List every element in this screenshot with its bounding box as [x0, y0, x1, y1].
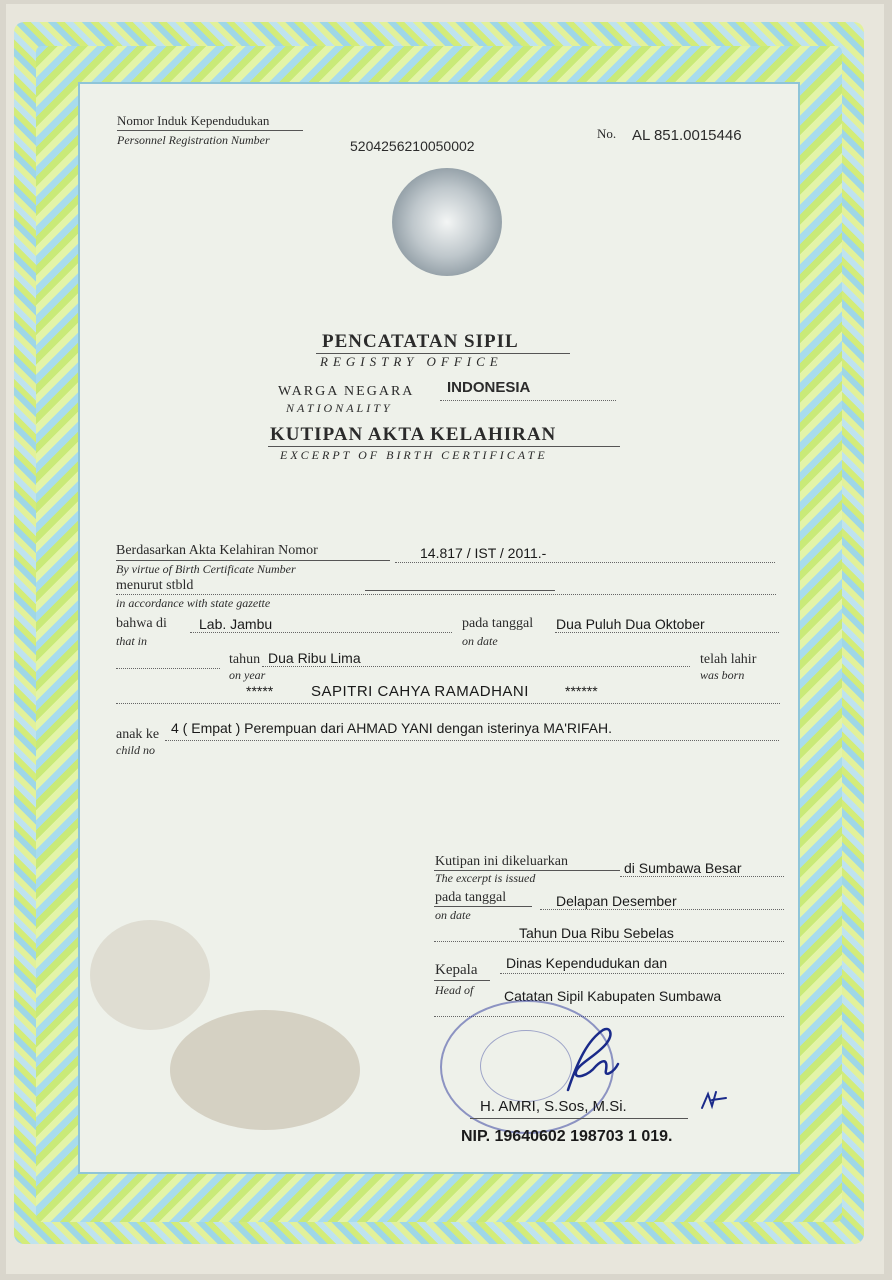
- registry-title: PENCATATAN SIPIL: [322, 331, 519, 352]
- child-order-label-en: child no: [116, 743, 155, 757]
- registry-title-en: REGISTRY OFFICE: [320, 354, 503, 369]
- issue-date-label: pada tanggal: [435, 890, 507, 905]
- child-order-label: anak ke: [116, 727, 160, 742]
- nationality-label: WARGA NEGARA: [278, 384, 415, 399]
- name-stars-left: *****: [246, 683, 274, 699]
- birthyear-label-en: on year: [229, 668, 266, 682]
- excerpt-title-en: EXCERPT OF BIRTH CERTIFICATE: [280, 448, 548, 462]
- birthplace-label: bahwa di: [116, 616, 167, 631]
- number-label: No.: [597, 126, 617, 141]
- garuda-seal-emblem: [392, 168, 502, 276]
- nik-label-en: Personnel Registration Number: [117, 133, 270, 147]
- issued-label-en: The excerpt is issued: [435, 871, 536, 885]
- issue-year-value: Tahun Dua Ribu Sebelas: [519, 925, 674, 941]
- name-stars-right: ******: [565, 683, 598, 699]
- born-label-en: was born: [700, 668, 745, 682]
- certificate-number: AL 851.0015446: [632, 127, 742, 144]
- issued-label: Kutipan ini dikeluarkan: [435, 854, 568, 869]
- cert-number-label-en: By virtue of Birth Certificate Number: [116, 562, 296, 576]
- nik-value: 5204256210050002: [350, 138, 475, 154]
- cert-number-value: 14.817 / IST / 2011.-: [420, 545, 547, 561]
- official-nip: NIP. 19640602 198703 1 019.: [461, 1128, 673, 1145]
- cert-number-label: Berdasarkan Akta Kelahiran Nomor: [116, 543, 318, 558]
- birthplace-label-en: that in: [116, 634, 148, 648]
- signature: [548, 1020, 628, 1100]
- paraf-mark: [698, 1088, 728, 1112]
- stain-mark: [90, 920, 210, 1030]
- head-label-en: Head of: [435, 983, 474, 997]
- issue-date-value: Delapan Desember: [556, 893, 677, 909]
- head-label: Kepala: [435, 962, 478, 978]
- nik-label: Nomor Induk Kependudukan: [117, 113, 270, 128]
- stbld-label-en: in accordance with state gazette: [116, 596, 271, 610]
- birthyear-label: tahun: [229, 652, 261, 667]
- nationality-label-en: NATIONALITY: [286, 401, 393, 415]
- issue-date-label-en: on date: [435, 908, 471, 922]
- stain-mark: [170, 1010, 360, 1130]
- child-order-value: 4 ( Empat ) Perempuan dari AHMAD YANI dengan isterinya MA'RIFAH.: [171, 720, 612, 736]
- birthdate-value: Dua Puluh Dua Oktober: [556, 616, 705, 632]
- child-name: SAPITRI CAHYA RAMADHANI: [311, 683, 529, 700]
- born-label: telah lahir: [700, 652, 757, 667]
- birthdate-label-en: on date: [462, 634, 498, 648]
- birthplace-value: Lab. Jambu: [199, 616, 273, 632]
- birthyear-value: Dua Ribu Lima: [268, 650, 361, 666]
- excerpt-title: KUTIPAN AKTA KELAHIRAN: [270, 424, 557, 445]
- nationality-value: INDONESIA: [447, 379, 531, 396]
- head-office-line1: Dinas Kependudukan dan: [506, 955, 668, 971]
- head-office-line2: Catatan Sipil Kabupaten Sumbawa: [504, 988, 722, 1004]
- stbld-label: menurut stbld: [116, 578, 194, 593]
- official-name: H. AMRI, S.Sos, M.Si.: [480, 1098, 627, 1115]
- issued-place-value: di Sumbawa Besar: [624, 860, 742, 876]
- birthdate-label: pada tanggal: [462, 616, 534, 631]
